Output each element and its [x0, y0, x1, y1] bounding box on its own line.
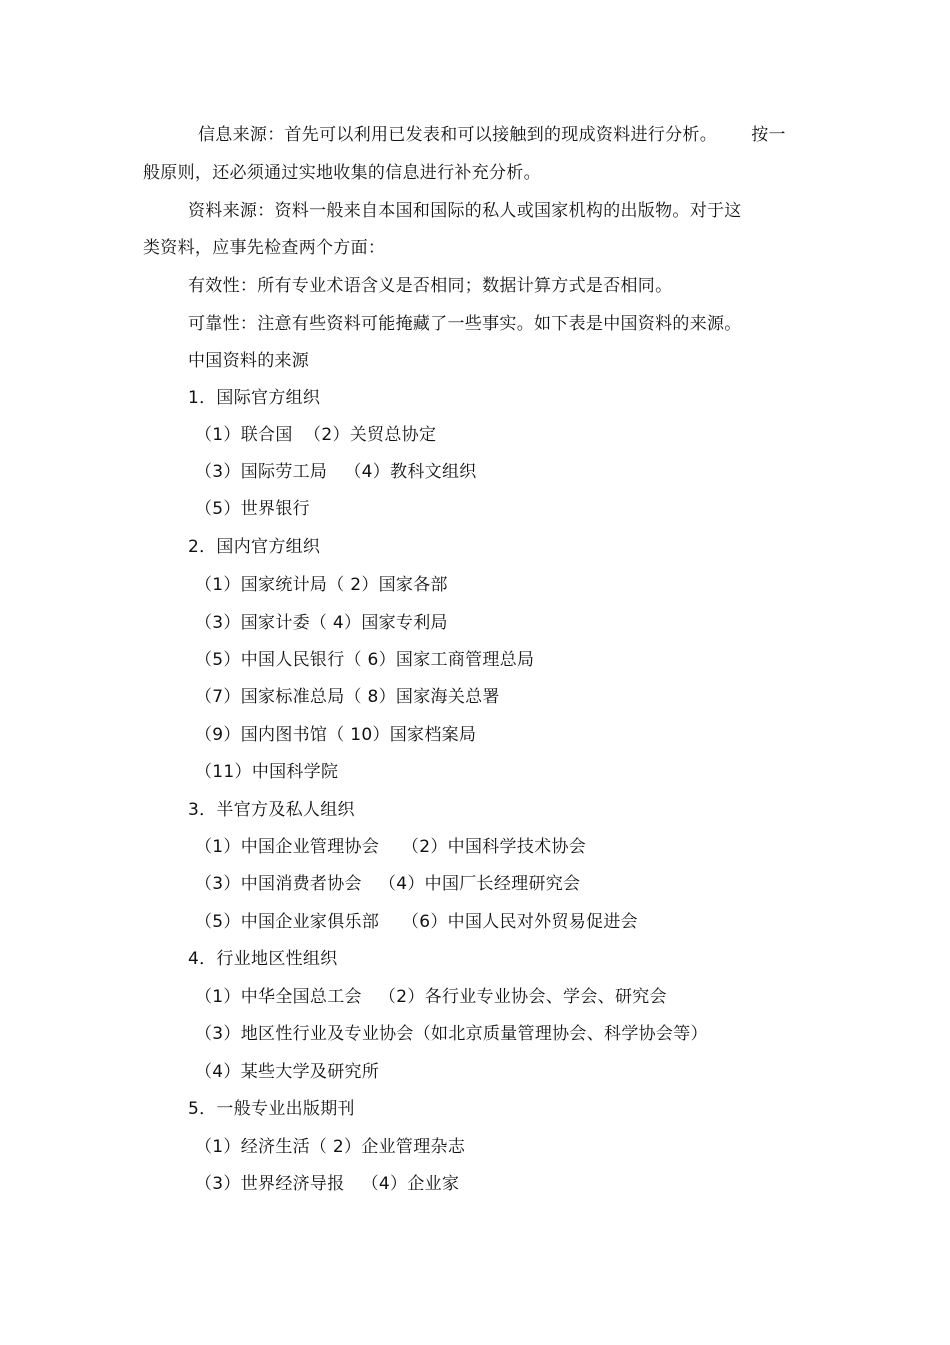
category-heading: 2．国内官方组织: [188, 537, 321, 557]
category-heading: 5．一般专业出版期刊: [188, 1099, 355, 1119]
intro-paragraph-1-line-1: 信息来源：首先可以利用已发表和可以接触到的现成资料进行分析。 按一: [198, 125, 786, 145]
list-item: （3）国际劳工局 （4）教科文组织: [195, 462, 477, 482]
list-item: （3）中国消费者协会 （4）中国厂长经理研究会: [195, 874, 581, 894]
list-item: （1）中华全国总工会 （2）各行业专业协会、学会、研究会: [195, 987, 667, 1007]
list-item: （1）经济生活（ 2）企业管理杂志: [195, 1137, 466, 1157]
intro-paragraph-2-line-2: 类资料，应事先检查两个方面：: [143, 238, 386, 258]
list-item: （3）国家计委（ 4）国家专利局: [195, 613, 448, 633]
list-item: （1）中国企业管理协会 （2）中国科学技术协会: [195, 837, 587, 857]
list-item: （9）国内图书馆（ 10）国家档案局: [195, 725, 477, 745]
list-item: （3）世界经济导报 （4）企业家: [195, 1174, 460, 1194]
category-heading: 1．国际官方组织: [188, 388, 321, 408]
list-title: 中国资料的来源: [188, 351, 310, 371]
category-heading: 4．行业地区性组织: [188, 949, 338, 969]
list-item: （5）世界银行: [195, 499, 310, 519]
list-item: （1）联合国 （2）关贸总协定: [195, 425, 437, 445]
list-item: （11）中国科学院: [195, 762, 339, 782]
list-item: （3）地区性行业及专业协会（如北京质量管理协会、科学协会等）: [195, 1024, 708, 1044]
list-item: （5）中国人民银行（ 6）国家工商管理总局: [195, 650, 535, 670]
intro-paragraph-1-line-2: 般原则，还必须通过实地收集的信息进行补充分析。: [143, 163, 541, 183]
category-heading: 3．半官方及私人组织: [188, 800, 355, 820]
list-item: （5）中国企业家俱乐部 （6）中国人民对外贸易促进会: [195, 912, 638, 932]
validity-paragraph: 有效性：所有专业术语含义是否相同；数据计算方式是否相同。: [188, 276, 673, 296]
list-item: （4）某些大学及研究所: [195, 1062, 380, 1082]
list-item: （7）国家标准总局（ 8）国家海关总署: [195, 687, 500, 707]
intro-paragraph-2-line-1: 资料来源：资料一般来自本国和国际的私人或国家机构的出版物。对于这: [188, 201, 742, 221]
reliability-paragraph: 可靠性：注意有些资料可能掩藏了一些事实。如下表是中国资料的来源。: [188, 314, 742, 334]
list-item: （1）国家统计局（ 2）国家各部: [195, 575, 448, 595]
